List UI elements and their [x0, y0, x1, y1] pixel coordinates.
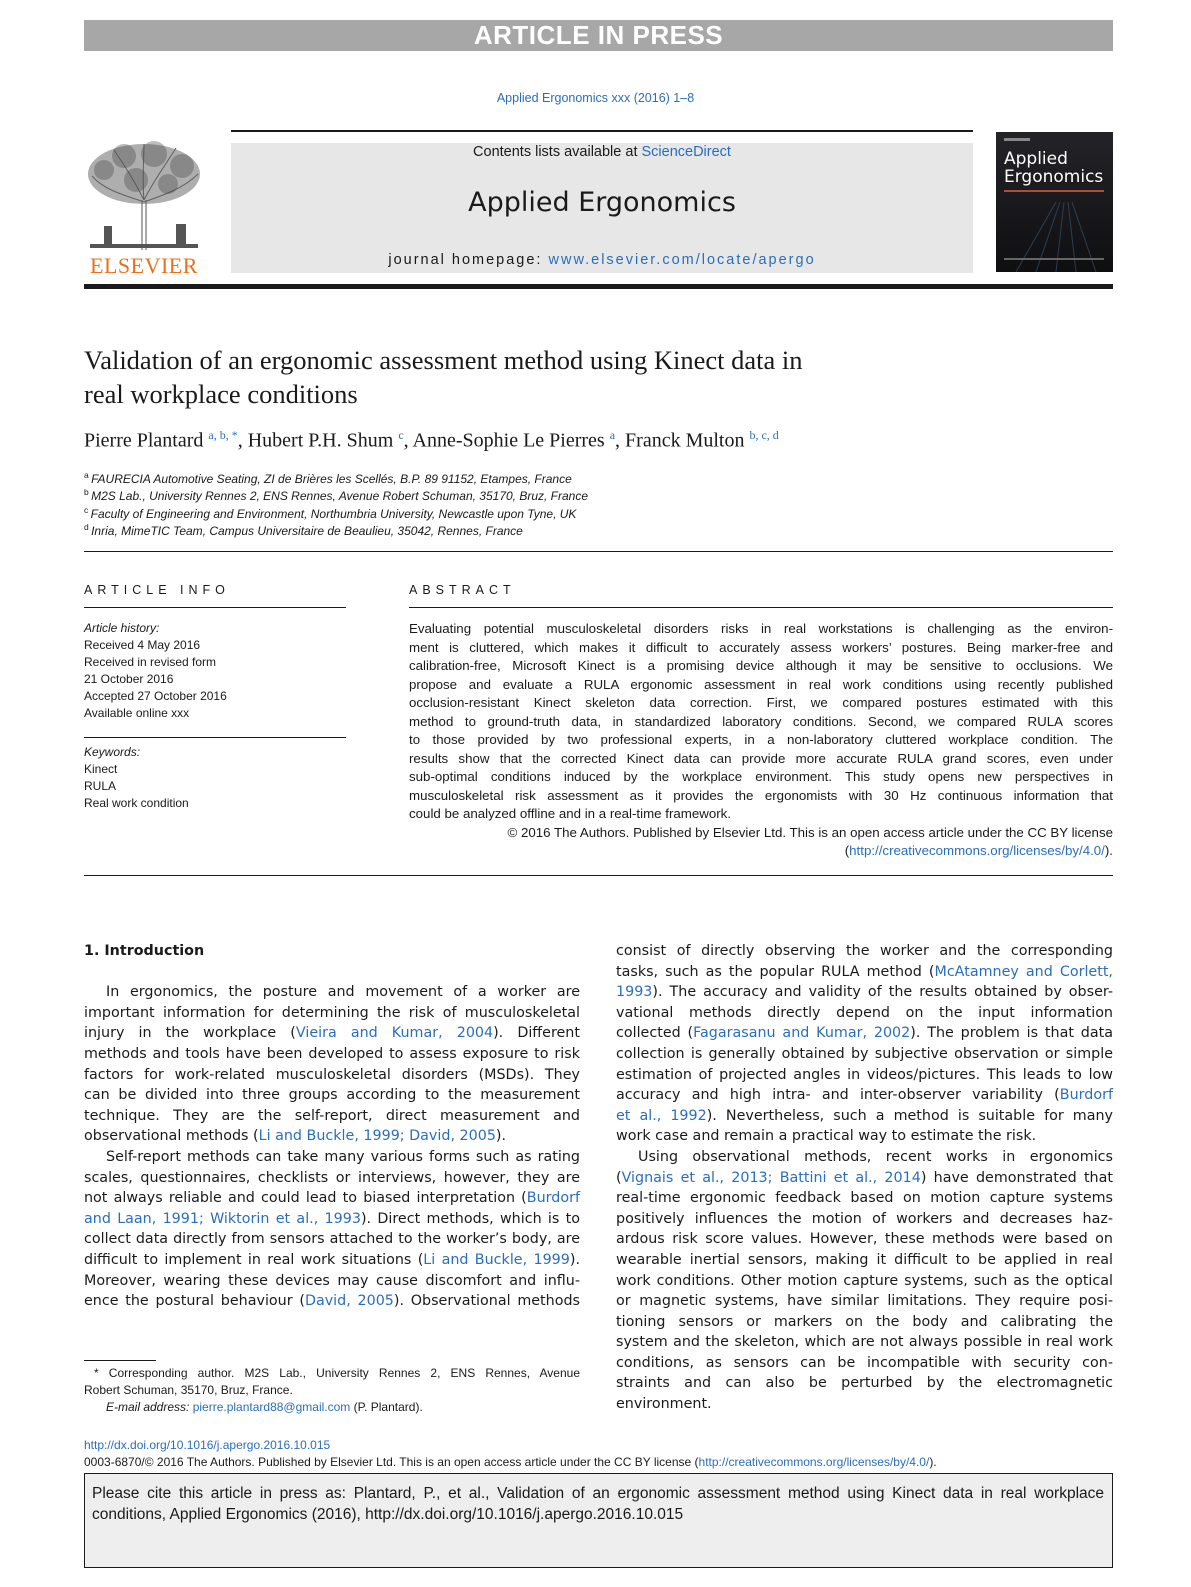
- intro-right-column: [616, 941, 1113, 1415]
- article-title: Validation of an ergonomic assessment method using Kinect data in real workplace conditions: [84, 345, 803, 409]
- abstract-rule: [409, 607, 1113, 608]
- text-line: estimation of projected angles in videos/pictures. This leads to low: [616, 1066, 1113, 1083]
- info-rule: [84, 607, 346, 608]
- abstract-line: propose and evaluate a RULA ergonomic assessment in real work conditions using recently published: [409, 676, 1113, 692]
- text-line: tioning sensors or markers on the body and calibrating the: [616, 1313, 1113, 1330]
- abstract-copyright: © 2016 The Authors. Published by Elsevier Ltd. This is an open access article under the CC BY license: [507, 824, 1113, 840]
- text-line: methods and tools have been developed to assess exposure to risk: [84, 1045, 580, 1062]
- text-line: real-time ergonomic feedback based on motion capture systems: [616, 1190, 1113, 1207]
- text-line: Moreover, wearing these devices may cause discomfort and influ-: [84, 1272, 580, 1289]
- reference-link[interactable]: and Laan, 1991; Wiktorin et al., 1993: [84, 1210, 361, 1227]
- author-name: Franck Multon: [625, 429, 750, 452]
- abstract-line: results show that the corrected Kinect data can provide more accurate RULA grand scores, even under: [409, 750, 1113, 766]
- contents-prefix: Contents lists available at: [473, 144, 642, 160]
- keywords-rule: [84, 722, 346, 738]
- affiliation: $^c$ Faculty of Engineering and Environment, Northumbria University, Newcastle upon Tyne, UK: [84, 504, 577, 521]
- text-line: straints and can also be perturbed by the electromagnetic: [616, 1375, 1113, 1392]
- text-line: can be divided into three groups according to the measurement: [84, 1087, 580, 1104]
- history-item: 21 October 2016: [84, 672, 174, 686]
- text-line: In ergonomics, the posture and movement of a worker are: [106, 984, 580, 1001]
- text-line: vational methods directly depend on the input information: [616, 1004, 1113, 1021]
- text-line: technique. They are the self-report, direct measurement and: [84, 1107, 580, 1124]
- homepage-link[interactable]: www.elsevier.com/locate/apergo: [548, 252, 816, 268]
- contents-line: [231, 144, 973, 160]
- keyword-item: Kinect: [84, 762, 118, 776]
- affiliation: $^a$ FAURECIA Automotive Seating, ZI de Brières les Scellés, B.P. 89 91152, Etampes, France: [84, 470, 572, 486]
- abstract-line: sub-optimal conditions induced by the workplace environment. This study opens new perspectives in: [409, 769, 1113, 784]
- sciencedirect-link[interactable]: ScienceDirect: [641, 144, 731, 160]
- text-line: difficult to implement in real work situations (Li and Buckle, 1999).: [84, 1251, 580, 1268]
- doi-license-link[interactable]: http://creativecommons.org/licenses/by/4.0/: [698, 1455, 930, 1469]
- text-line: and Laan, 1991; Wiktorin et al., 1993). Direct methods, which is to: [84, 1210, 581, 1227]
- author-name: Anne-Sophie Le Pierres: [412, 429, 610, 452]
- keyword-item: Real work condition: [84, 796, 189, 810]
- text-line: conditions, as sensors can be incompatible with security con-: [616, 1354, 1113, 1371]
- text-line: collect data directly from sensors attached to the worker’s body, are: [84, 1231, 580, 1248]
- author-affiliation-mark[interactable]: c: [398, 428, 404, 442]
- reference-link[interactable]: Vieira and Kumar, 2004: [295, 1025, 494, 1042]
- history-item: Received in revised form: [84, 655, 217, 669]
- article-info: [84, 620, 346, 812]
- text-line: observational methods (Li and Buckle, 1999; David, 2005).: [84, 1128, 507, 1145]
- abstract-line: ment is cluttered, which makes it difficult to accurately assess workers’ postures. Being marker-free and: [409, 639, 1113, 655]
- intro-right-text: [616, 941, 1113, 1415]
- abstract-line: could be analyzed offline and in a real-time framework.: [409, 806, 732, 821]
- title-rule: [84, 551, 1113, 552]
- header-rule: [231, 130, 973, 132]
- journal-cover[interactable]: [996, 132, 1113, 272]
- doi-block: [84, 1437, 1113, 1471]
- keyword-item: RULA: [84, 779, 117, 793]
- reference-link[interactable]: David, 2005: [304, 1293, 394, 1310]
- article-in-press-banner: ARTICLE IN PRESS: [84, 20, 1113, 51]
- history-label: Article history:: [84, 621, 160, 635]
- text-line: not always reliable and could lead to biased interpretation (Burdorf: [84, 1190, 580, 1207]
- reference-link[interactable]: 1993: [616, 984, 653, 1001]
- abstract-text: [409, 620, 1113, 824]
- text-line: (Vignais et al., 2013; Battini et al., 2014) have demonstrated that: [616, 1169, 1113, 1186]
- text-line: accuracy and high intra- and inter-observer variability (Burdorf: [616, 1087, 1113, 1104]
- abstract-license-link[interactable]: http://creativecommons.org/licenses/by/4.0/: [849, 843, 1105, 858]
- cover-title: Applied Ergonomics: [1004, 149, 1104, 187]
- reference-link[interactable]: Li and Buckle, 1999: [423, 1251, 570, 1268]
- text-line: Self-report methods can take many various forms such as rating: [106, 1148, 580, 1165]
- abstract-line: Evaluating potential musculoskeletal disorders risks in real workstations is challenging as the environ-: [409, 621, 1113, 636]
- text-line: work conditions. Other motion capture systems, such as the optical: [616, 1272, 1113, 1289]
- text-line: wearable inertial sensors, making it difficult to be applied in real: [616, 1251, 1113, 1268]
- reference-link[interactable]: et al., 1992: [616, 1107, 707, 1124]
- abstract-body: [409, 620, 1113, 861]
- text-line: injury in the workplace (Vieira and Kumar, 2004). Different: [84, 1025, 580, 1042]
- abstract-line: calibration-free, Microsoft Kinect is a promising device although it may be sensitive to occlusions. We: [409, 658, 1113, 673]
- abstract-line: method to ground-truth data, in standardized laboratory conditions. Second, we compared RULA scores: [409, 713, 1113, 729]
- text-line: or magnetic systems, have similar limitations. They require posi-: [616, 1293, 1113, 1310]
- affiliation: $^b$ M2S Lab., University Rennes 2, ENS Rennes, Avenue Robert Schuman, 35170, Bruz, France: [84, 487, 589, 504]
- intro-heading: 1. Introduction: [84, 943, 205, 959]
- journal-reference[interactable]: Applied Ergonomics xxx (2016) 1–8: [496, 91, 695, 105]
- abstract-line: occlusion-resistant Kinect skeleton data correction. First, we compared postures estimated with this: [409, 695, 1113, 710]
- citation-box: [84, 1473, 1113, 1568]
- intro-left-text: [84, 982, 580, 1312]
- text-line: et al., 1992). Nevertheless, such a method is suitable for many: [616, 1107, 1113, 1124]
- text-line: positively influences the motion of workers and decreases haz-: [616, 1210, 1113, 1227]
- history-item: Available online xxx: [84, 706, 190, 720]
- abstract-license: (http://creativecommons.org/licenses/by/4.0/).: [844, 843, 1113, 858]
- elsevier-wordmark: ELSEVIER: [90, 253, 198, 278]
- history-item: Accepted 27 October 2016: [84, 689, 227, 703]
- affiliation-list: [84, 467, 1084, 536]
- reference-link[interactable]: Burdorf: [1059, 1087, 1113, 1104]
- text-line: important information for determining the risk of musculoskeletal: [84, 1004, 580, 1021]
- text-line: ence the postural behaviour (David, 2005). Observational methods: [84, 1293, 580, 1310]
- text-line: environment.: [616, 1396, 712, 1413]
- reference-link[interactable]: McAtamney and Corlett,: [934, 963, 1113, 980]
- article-info-heading: ARTICLE INFO: [84, 583, 230, 597]
- text-line: 1993). The accuracy and validity of the results obtained by obser-: [616, 984, 1113, 1001]
- intro-left-column: [84, 941, 580, 1312]
- text-line: system and the skeleton, which are not always possible in real work: [616, 1334, 1113, 1351]
- abstract-end-rule: [84, 875, 1113, 876]
- abstract-heading: ABSTRACT: [409, 583, 516, 597]
- text-line: collection is generally obtained by subjective observation or simple: [616, 1045, 1113, 1062]
- email-line: E-mail address: pierre.plantard88@gmail.com (P. Plantard).: [106, 1400, 423, 1414]
- author-affiliation-mark[interactable]: b, c, d: [749, 428, 779, 442]
- abstract-line: to those provided by two professional experts, in a non-laboratory cluttered workplace condition. The: [409, 732, 1113, 747]
- journal-title: Applied Ergonomics: [468, 187, 736, 218]
- history-list: [84, 637, 346, 722]
- text-line: scales, questionnaires, checklists or interviews, however, they are: [84, 1169, 580, 1186]
- keyword-list: [84, 761, 346, 812]
- reference-link[interactable]: Burdorf: [526, 1190, 580, 1207]
- text-line: consist of directly observing the worker and the corresponding: [616, 943, 1113, 959]
- text-line: ardous risk score values. However, these methods were based on: [616, 1231, 1113, 1248]
- author-email-link[interactable]: pierre.plantard88@gmail.com: [192, 1400, 351, 1414]
- author-affiliation-mark[interactable]: a: [609, 428, 616, 442]
- reference-link[interactable]: Vignais et al., 2013; Battini et al., 2014: [621, 1169, 921, 1186]
- text-line: collected (Fagarasanu and Kumar, 2002). The problem is that data: [616, 1025, 1114, 1042]
- citation-text: Please cite this article in press as: Plantard, P., et al., Validation of an ergonomic assessment method using Kinect data in real workplace conditions, Applied Ergonomics (2016), http://dx.doi.org/10.1016/j.apergo.2016.10.015: [92, 1485, 1104, 1523]
- author-name: Pierre Plantard: [84, 429, 209, 452]
- author-name: Hubert P.H. Shum: [247, 429, 399, 452]
- homepage-line: [231, 252, 973, 268]
- footnote-rule: [84, 1360, 156, 1361]
- issn-line: 0003-6870/© 2016 The Authors. Published by Elsevier Ltd. This is an open access article under the CC BY license (http://creativecommons.org/licenses/by/4.0/).: [84, 1455, 937, 1469]
- corresponding-author-footnote: * Corresponding author. M2S Lab., University Rennes 2, ENS Rennes, Avenue Robert Schuman, 35170, Bruz, France. E-mail address: pierre.plantard88@gmail.com (P. Plantard).: [84, 1366, 580, 1414]
- homepage-prefix: journal homepage:: [388, 252, 549, 268]
- author-affiliation-mark[interactable]: a, b, *: [208, 428, 238, 442]
- text-line: work case and remain a practical way to estimate the risk.: [616, 1128, 1037, 1145]
- keywords-label: Keywords:: [84, 745, 141, 759]
- doi-link[interactable]: http://dx.doi.org/10.1016/j.apergo.2016.10.015: [84, 1438, 331, 1452]
- elsevier-tree-icon: [84, 140, 204, 252]
- affiliation: $^d$ Inria, MimeTIC Team, Campus Universitaire de Beaulieu, 35042, Rennes, France: [84, 521, 523, 538]
- text-line: factors for work-related musculoskeletal disorders (MSDs). They: [84, 1066, 580, 1083]
- reference-link[interactable]: Fagarasanu and Kumar, 2002: [693, 1025, 911, 1042]
- abstract-line: musculoskeletal risk assessment as it provides the ergonomists with 30 Hz continuous information that: [409, 787, 1113, 803]
- text-line: Using observational methods, recent works in ergonomics: [638, 1148, 1113, 1165]
- journal-header: [231, 143, 973, 273]
- history-item: Received 4 May 2016: [84, 638, 201, 652]
- reference-link[interactable]: Li and Buckle, 1999; David, 2005: [258, 1128, 496, 1145]
- header-thick-rule: [84, 284, 1113, 289]
- author-list: Pierre Plantard $^{a, b, *}$, Hubert P.H. Shum $^c$, Anne-Sophie Le Pierres $^a$, Franck Multon $^{b, c, d}$: [84, 428, 779, 452]
- text-line: tasks, such as the popular RULA method (McAtamney and Corlett,: [616, 963, 1113, 980]
